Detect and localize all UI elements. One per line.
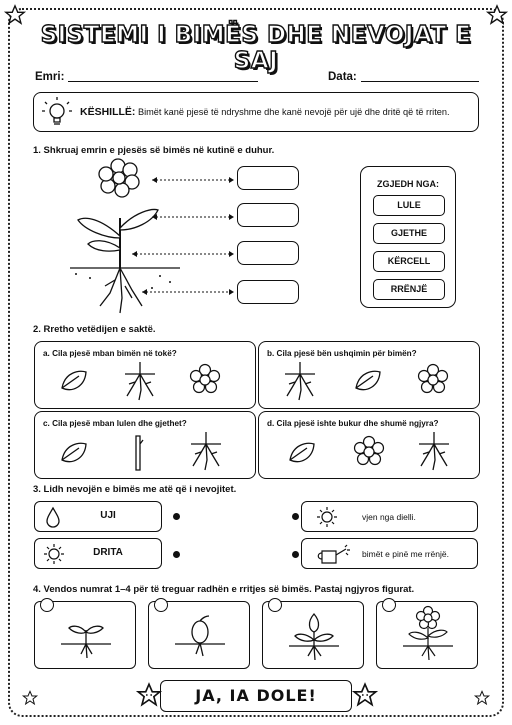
word-kercell[interactable]: KËRCELL (373, 251, 445, 272)
match-dot[interactable] (173, 551, 180, 558)
young-plant-icon (289, 608, 339, 666)
leaf-icon[interactable] (59, 438, 89, 468)
page-title: SISTEMI I BIMËS DHE NEVOJAT E SAJ (40, 22, 472, 74)
flowering-plant-icon (403, 606, 453, 666)
answer-box[interactable] (237, 241, 299, 265)
card-question: b. Cila pjesë bën ushqimin për bimën? (267, 349, 417, 358)
answer-box[interactable] (237, 203, 299, 227)
card-question: d. Cila pjesë ishte bukur dhe shumë ngjyra? (267, 419, 439, 428)
card-question: c. Cila pjesë mban lulen dhe gjethet? (43, 419, 187, 428)
choice-card-b (258, 341, 480, 409)
source-label: bimët e pinë me rrënjë. (362, 549, 449, 559)
flower-icon[interactable] (417, 364, 449, 396)
question-4: 4. Vendos numrat 1–4 për të treguar radhën e rritjes së bimës. Pastaj ngjyros figurat. (33, 584, 415, 595)
answer-box[interactable] (237, 166, 299, 190)
answer-box[interactable] (237, 280, 299, 304)
lightbulb-icon (42, 97, 72, 129)
number-circle[interactable] (154, 598, 168, 612)
growth-stage-4[interactable] (376, 601, 478, 669)
choice-card-d (258, 411, 480, 479)
arrow-icon (150, 214, 236, 220)
root-icon[interactable] (283, 362, 317, 402)
number-circle[interactable] (382, 598, 396, 612)
stem-icon[interactable] (131, 434, 145, 472)
source-sun[interactable] (301, 501, 478, 532)
watering-can-icon (316, 543, 350, 565)
arrow-icon (130, 251, 236, 257)
source-watering[interactable] (301, 538, 478, 569)
arrow-icon (150, 177, 236, 183)
seedling-icon (61, 614, 111, 664)
leaf-icon[interactable] (353, 366, 383, 396)
footer-banner: JA, IA DOLE! (160, 680, 352, 712)
root-icon[interactable] (417, 432, 451, 472)
number-circle[interactable] (268, 598, 282, 612)
need-water[interactable] (34, 501, 162, 532)
tip-box (33, 92, 479, 132)
number-circle[interactable] (40, 598, 54, 612)
need-label: DRITA (93, 547, 123, 558)
word-gjethe[interactable]: GJETHE (373, 223, 445, 244)
growth-stage-2[interactable] (148, 601, 250, 669)
tip-text: Bimët kanë pjesë të ndryshme dhe kanë nevojë për ujë dhe dritë që të rriten. (137, 107, 450, 117)
seed-icon (175, 612, 225, 664)
word-lule[interactable]: LULE (373, 195, 445, 216)
need-light[interactable] (34, 538, 162, 569)
word-rrenje[interactable]: RRËNJË (373, 279, 445, 300)
leaf-icon[interactable] (59, 366, 89, 396)
root-icon[interactable] (123, 362, 157, 402)
choice-card-c (34, 411, 256, 479)
match-dot[interactable] (173, 513, 180, 520)
match-dot[interactable] (292, 513, 299, 520)
name-label: Emri: (35, 71, 65, 83)
need-label: UJI (100, 510, 116, 521)
source-label: vjen nga dielli. (362, 512, 416, 522)
growth-stage-1[interactable] (34, 601, 136, 669)
flower-icon[interactable] (189, 364, 221, 396)
star-icon (352, 682, 378, 708)
question-1: 1. Shkruaj emrin e pjesës së bimës në kutinë e duhur. (33, 145, 275, 156)
question-3: 3. Lidh nevojën e bimës me atë që i nevojitet. (33, 484, 237, 495)
tip-label: KËSHILLË: (80, 106, 136, 118)
sun-icon (316, 506, 338, 528)
leaf-icon[interactable] (287, 438, 317, 468)
date-label: Data: (328, 71, 357, 83)
date-field[interactable] (328, 70, 479, 83)
flower-icon[interactable] (353, 436, 385, 468)
growth-stage-3[interactable] (262, 601, 364, 669)
star-icon (22, 690, 38, 706)
star-icon (474, 690, 490, 706)
star-icon (136, 682, 162, 708)
word-bank (360, 166, 456, 308)
name-field[interactable] (35, 70, 258, 83)
word-bank-heading: ZGJEDH NGA: (376, 179, 439, 189)
match-dot[interactable] (292, 551, 299, 558)
question-2: 2. Rretho vetëdijen e saktë. (33, 324, 156, 335)
choice-card-a (34, 341, 256, 409)
root-icon[interactable] (189, 432, 223, 472)
arrow-icon (140, 289, 236, 295)
card-question: a. Cila pjesë mban bimën në tokë? (43, 349, 177, 358)
